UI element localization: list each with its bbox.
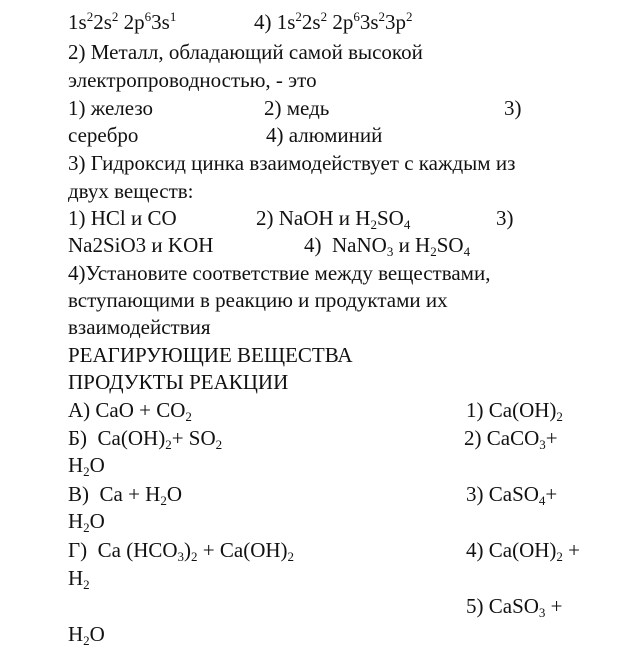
q1-option-3-formula: $1s^22s^2$ $2p^63s^1$ (68, 9, 177, 34)
product-2: 2) CaCO$_3$+ (464, 426, 558, 452)
q3-text-line-2: двух веществ: (68, 179, 194, 203)
q3-option-1: 1) HCl и CO (68, 206, 177, 230)
q3-option-3-text: Na2SiO3 и KOH (68, 233, 214, 257)
q2-text-line-2: электропроводностью, - это (68, 68, 317, 92)
reagent-a: А) CaO + $CO_2$ (68, 398, 192, 424)
product-5-continuation: $H_2O$ (68, 622, 105, 648)
q2-option-1: 1) железо (68, 96, 154, 120)
product-4: 4) $Ca(OH)_2$ + (466, 538, 580, 564)
product-4-continuation: $H_2$ (68, 566, 90, 592)
q2-text-line-1: 2) Металл, обладающий самой высокой (68, 40, 423, 64)
product-3: 3) CaSO$_4$+ (466, 482, 558, 508)
q4-text-line-1: 4)Установите соответствие между веществами, (68, 261, 491, 285)
q3-text-line-1: 3) Гидроксид цинка взаимодействует с каждым из (68, 151, 516, 175)
product-1: 1) $Ca(OH)_2$ (466, 398, 563, 424)
product-5: 5) CaSO$_3$ + (466, 594, 563, 620)
q3-option-4: 4) NaNO$_3$ и $H_2SO_4$ (304, 233, 471, 259)
q3-option-2: 2) NaOH и $H_2SO_4$ (256, 206, 411, 232)
product-3-continuation: $H_2O$ (68, 509, 105, 535)
reagent-c: В) $Ca + H_2O$ (68, 482, 183, 508)
reagents-heading: РЕАГИРУЮЩИЕ ВЕЩЕСТВА (68, 343, 353, 367)
q2-option-2: 2) медь (264, 96, 330, 120)
q4-text-line-2: вступающими в реакцию и продуктами их (68, 288, 448, 312)
q4-text-line-3: взаимодействия (68, 315, 211, 339)
reagent-b: Б) $Ca(OH)_2+ SO_2$ (68, 426, 223, 452)
q2-option-3-text: серебро (68, 123, 139, 147)
q3-option-3-number: 3) (496, 206, 514, 230)
products-heading: ПРОДУКТЫ РЕАКЦИИ (68, 370, 289, 394)
q2-option-4: 4) алюминий (266, 123, 383, 147)
q1-option-4: 4) $1s^22s^2$ $2p^63s^23p^2$ (254, 9, 413, 34)
reagent-d: Г) Ca $(HCO_3)_2 + Ca(OH)_2$ (68, 538, 295, 564)
product-2-continuation: $H_2O$ (68, 453, 105, 479)
q2-option-3-number: 3) (504, 96, 522, 120)
